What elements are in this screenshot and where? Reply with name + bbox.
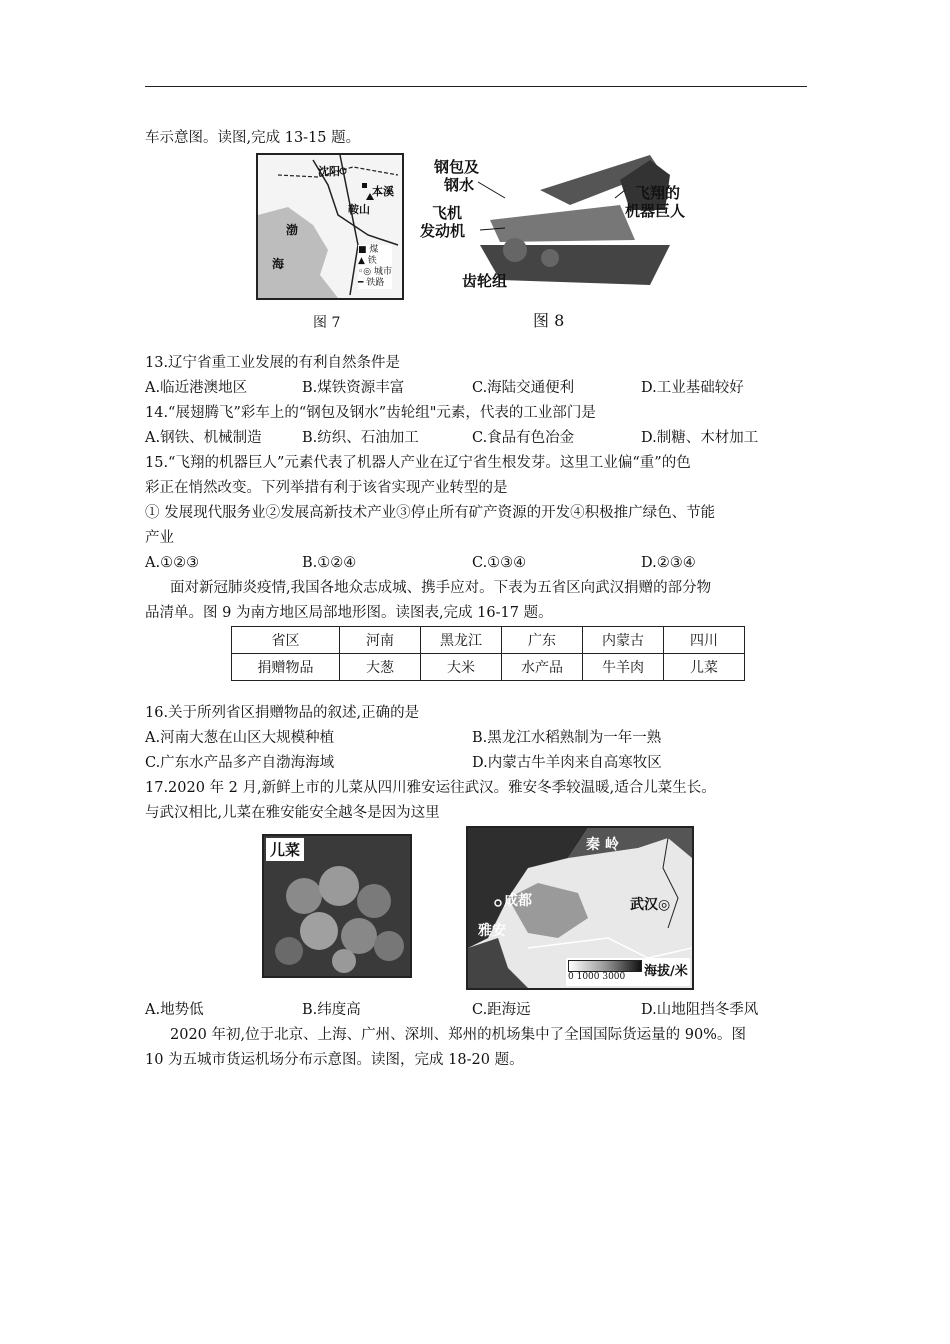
label-sea-1: 渤 [286,223,299,237]
table-cell: 水产品 [502,654,583,681]
q13-option-d: D.工业基础较好 [641,380,744,396]
q15-option-b: B.①②④ [302,555,357,571]
legend-iron: ▲ 铁 [358,256,377,266]
table-cell: 省区 [232,627,340,654]
q15-option-a: A.①②③ [145,555,200,571]
q17-stem-1: 17.2020 年 2 月,新鲜上市的儿菜从四川雅安运往武汉。雅安冬季较温暖,适合儿菜生长。 [145,780,716,796]
q14-stem: 14.“展翅腾飞”彩车上的“钢包及钢水”齿轮组"元素，代表的工业部门是 [145,405,596,421]
table-cell: 牛羊肉 [583,654,664,681]
label-steel-2: 钢水 [444,176,475,194]
erchai-photo [262,834,412,978]
figure-7-map [256,153,404,300]
coal-marker [362,183,367,188]
q13-stem: 13.辽宁省重工业发展的有利自然条件是 [145,355,401,371]
q16-option-c: C.广东水产品多产自渤海海域 [145,755,335,771]
q17-option-d: D.山地阻挡冬季风 [641,1002,759,1018]
label-robot-2: 机器巨人 [625,202,686,220]
q16-option-b: B.黑龙江水稻熟制为一年一熟 [472,730,662,746]
label-wuhan: 武汉◎ [630,897,671,913]
river-line [528,938,692,958]
label-steel-1: 钢包及 [434,158,480,176]
label-yaan: 雅安 [478,923,506,939]
header-rule [145,86,807,87]
legend-rail: ━ 铁路 [358,278,385,288]
q15-stem-1: 15.“飞翔的机器巨人”元素代表了机器人产业在辽宁省生根发芽。这里工业偏“重”的色 [145,455,691,471]
legend-coal: ■ 煤 [358,245,379,255]
table-row [232,654,745,681]
boundary-line [663,838,678,928]
intro-16-17-line-1: 面对新冠肺炎疫情,我国各地众志成城、携手应对。下表为五省区向武汉捐赠的部分物 [170,580,712,596]
q16-stem: 16.关于所列省区捐赠物品的叙述,正确的是 [145,705,420,721]
q15-option-d: D.②③④ [641,555,696,571]
q15-items-2: 产业 [145,530,174,546]
label-gears: 齿轮组 [462,272,508,290]
label-qinling: 秦 岭 [586,837,619,853]
fig7-caption: 图 7 [313,315,341,331]
label-anshan: 鞍山 [348,203,370,216]
table-cell: 四川 [664,627,745,654]
table-cell: 儿菜 [664,654,745,681]
q15-items-1: ① 发展现代服务业②发展高新技术产业③停止所有矿产资源的开发④积极推广绿色、节能 [145,505,716,521]
q17-stem-2: 与武汉相比,儿菜在雅安能安全越冬是因为这里 [145,805,440,821]
q15-option-c: C.①③④ [472,555,527,571]
table-cell: 黑龙江 [421,627,502,654]
donation-table [231,626,745,681]
figure-8-float [420,150,710,300]
railway-line-2 [340,155,358,295]
label-engine-1: 飞机 [432,204,463,222]
q14-option-c: C.食品有色冶金 [472,430,575,446]
table-row [232,627,745,654]
label-robot-1: 飞翔的 [635,184,681,202]
fig7-legend [358,245,392,289]
label-chengdu: 成都 [504,893,532,909]
float-body [490,205,635,242]
elevation-legend-title: 海拔/米 [644,964,688,979]
q17-option-b: B.纬度高 [302,1002,361,1018]
intro-16-17-line-2: 品清单。图 9 为南方地区局部地形图。读图表,完成 16-17 题。 [145,605,553,621]
table-cell: 广东 [502,627,583,654]
q13-option-c: C.海陆交通便利 [472,380,575,396]
intro-18-20-line-1: 2020 年初,位于北京、上海、广州、深圳、郑州的机场集中了全国国际货运量的 90%。图 [170,1027,746,1043]
q16-option-d: D.内蒙古牛羊肉来自高寒牧区 [472,755,662,771]
q15-stem-2: 彩正在悄然改变。下列举措有利于该省实现产业转型的是 [145,480,508,496]
label-sea-2: 海 [272,257,285,271]
legend-city: ◦◎ 城市 [358,267,393,277]
table-cell: 河南 [340,627,421,654]
label-engine-2: 发动机 [420,222,466,240]
q14-option-d: D.制糖、木材加工 [641,430,759,446]
elevation-legend [566,958,690,986]
q17-option-c: C.距海远 [472,1002,531,1018]
q16-option-a: A.河南大葱在山区大规模种植 [145,730,335,746]
mountain-area [468,938,528,988]
q13-option-a: A.临近港澳地区 [145,380,248,396]
q14-option-b: B.纺织、石油加工 [302,430,419,446]
gear-icon [541,249,559,267]
gear-icon [503,238,527,262]
elevation-ticks: 0 1000 3000 [568,972,626,982]
label-shenyang: 沈阳 [318,165,340,178]
pointer-line [615,190,625,198]
table-cell: 大米 [421,654,502,681]
table-cell: 大葱 [340,654,421,681]
q17-option-a: A.地势低 [145,1002,204,1018]
intro-13-15: 车示意图。读图,完成 13-15 题。 [145,130,361,146]
intro-18-20-line-2: 10 为五城市货运机场分布示意图。读图，完成 18-20 题。 [145,1052,524,1068]
label-benxi: 本溪 [372,185,394,198]
terrain-map [466,826,694,990]
fig8-caption: 图 8 [533,311,565,330]
elevation-scale-bar [568,960,642,972]
pointer-line [478,182,505,198]
table-cell: 内蒙古 [583,627,664,654]
q13-option-b: B.煤铁资源丰富 [302,380,405,396]
table-cell: 捐赠物品 [232,654,340,681]
photo-label: 儿菜 [266,838,304,861]
q14-option-a: A.钢铁、机械制造 [145,430,262,446]
